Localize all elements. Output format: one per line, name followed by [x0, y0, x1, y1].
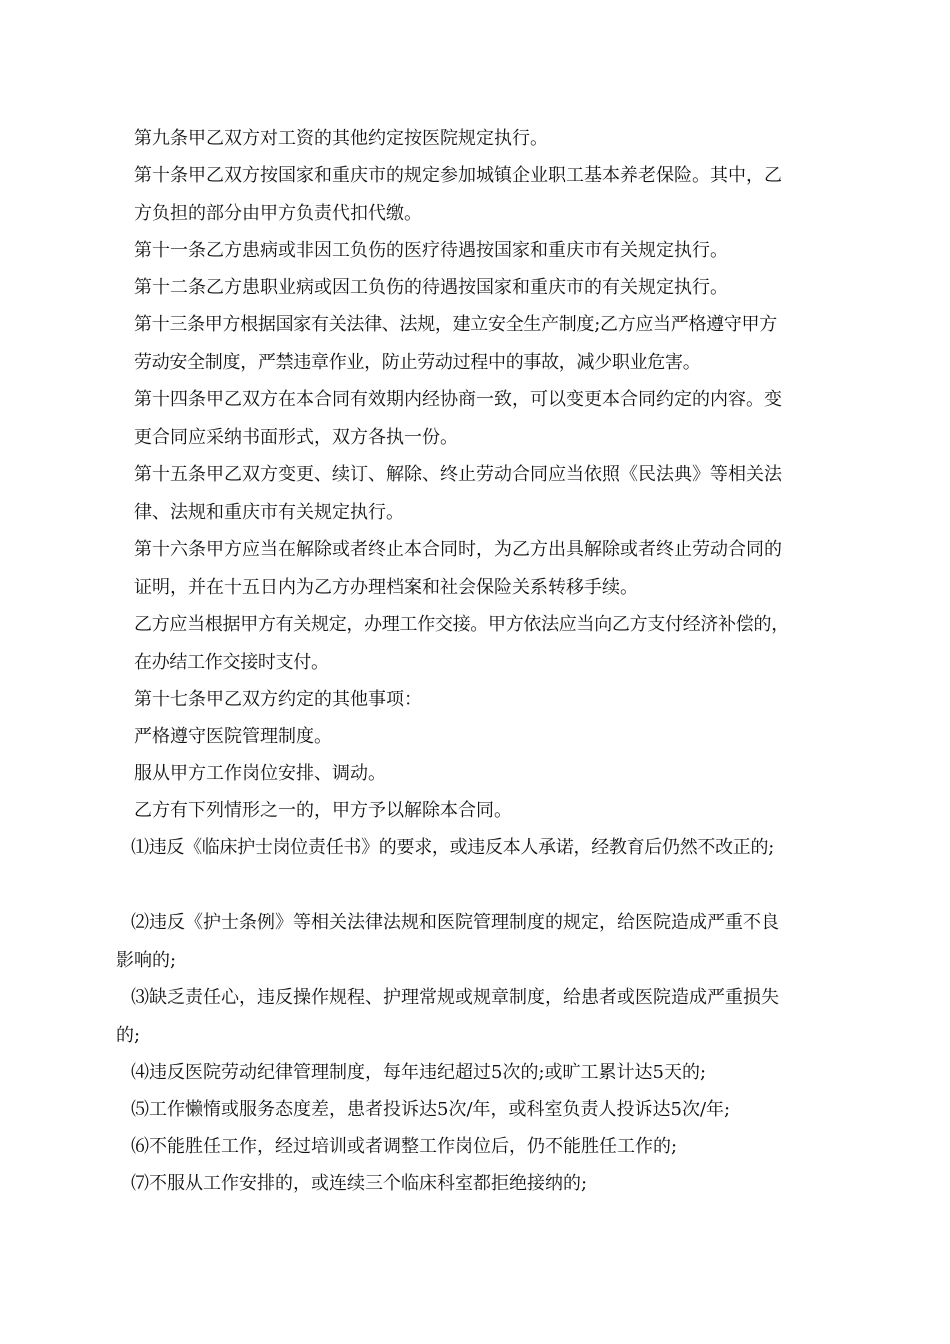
termination-item-5 [131, 1091, 857, 1129]
other-matter-2 [134, 755, 860, 793]
other-matter-1 [134, 718, 860, 756]
text-line: 更合同应采纳书面形式，双方各执一份。 [134, 426, 458, 448]
text-line: 影响的; [116, 949, 177, 971]
text-line: 在办结工作交接时支付。 [134, 651, 329, 673]
text-line: 乙方有下列情形之一的，甲方予以解除本合同。 [134, 800, 512, 821]
termination-intro [134, 792, 860, 830]
text-line: ⑴违反《临床护士岗位责任书》的要求，或违反本人承诺，经教育后仍然不改正的; [131, 837, 774, 858]
text-line: 证明，并在十五日内为乙方办理档案和社会保险关系转移手续。 [134, 576, 638, 598]
article-14 [116, 381, 842, 456]
text-line: 第十一条乙方患病或非因工负伤的医疗待遇按国家和重庆市有关规定执行。 [134, 240, 728, 261]
article-15 [116, 456, 842, 531]
text-line: 第十二条乙方患职业病或因工负伤的待遇按国家和重庆市的有关规定执行。 [134, 277, 728, 298]
text-line: ⑺不服从工作安排的，或连续三个临床科室都拒绝接纳的; [131, 1173, 588, 1194]
text-line: 律、法规和重庆市有关规定执行。 [134, 501, 404, 523]
text-line: 第十条甲乙双方按国家和重庆市的规定参加城镇企业职工基本养老保险。其中，乙 [134, 165, 782, 186]
termination-item-3 [116, 979, 857, 1054]
handover-paragraph [116, 606, 842, 681]
article-11 [116, 232, 842, 270]
termination-item-6 [131, 1128, 857, 1166]
text-line: 第十五条甲乙双方变更、续订、解除、终止劳动合同应当依照《民法典》等相关法 [134, 464, 782, 485]
article-13 [116, 306, 842, 381]
text-line: 劳动安全制度，严禁违章作业，防止劳动过程中的事故，减少职业危害。 [134, 351, 701, 373]
article-9 [116, 120, 842, 158]
article-17 [134, 681, 860, 719]
termination-item-2 [116, 904, 857, 979]
text-line: 第九条甲乙双方对工资的其他约定按医院规定执行。 [134, 128, 548, 149]
text-line: 的; [116, 1024, 141, 1046]
text-line: 严格遵守医院管理制度。 [134, 726, 332, 747]
termination-item-4 [131, 1054, 857, 1092]
text-line: 第十六条甲方应当在解除或者终止本合同时，为乙方出具解除或者终止劳动合同的 [134, 539, 782, 560]
text-line: 服从甲方工作岗位安排、调动。 [134, 763, 386, 784]
article-12 [116, 269, 842, 307]
text-line: 第十七条甲乙双方约定的其他事项： [134, 689, 422, 710]
article-10 [116, 157, 842, 232]
text-line: 第十四条甲乙双方在本合同有效期内经协商一致，可以变更本合同约定的内容。变 [134, 389, 782, 410]
termination-item-7 [131, 1165, 857, 1203]
article-16 [116, 531, 842, 606]
text-line: ⑷违反医院劳动纪律管理制度，每年违纪超过5次的;或旷工累计达5天的; [131, 1062, 707, 1083]
text-line: 方负担的部分由甲方负责代扣代缴。 [134, 202, 422, 224]
text-line: ⑹不能胜任工作，经过培训或者调整工作岗位后，仍不能胜任工作的; [131, 1136, 678, 1157]
text-line: ⑵违反《护士条例》等相关法律法规和医院管理制度的规定，给医院造成严重不良 [131, 912, 779, 933]
text-line: ⑶缺乏责任心，违反操作规程、护理常规或规章制度，给患者或医院造成严重损失 [131, 987, 779, 1008]
text-line: ⑸工作懒惰或服务态度差，患者投诉达5次/年，或科室负责人投诉达5次/年; [131, 1099, 731, 1120]
text-line: 乙方应当根据甲方有关规定，办理工作交接。甲方依法应当向乙方支付经济补偿的， [134, 614, 789, 635]
termination-item-1 [131, 829, 857, 867]
text-line: 第十三条甲方根据国家有关法律、法规，建立安全生产制度;乙方应当严格遵守甲方 [134, 314, 777, 335]
